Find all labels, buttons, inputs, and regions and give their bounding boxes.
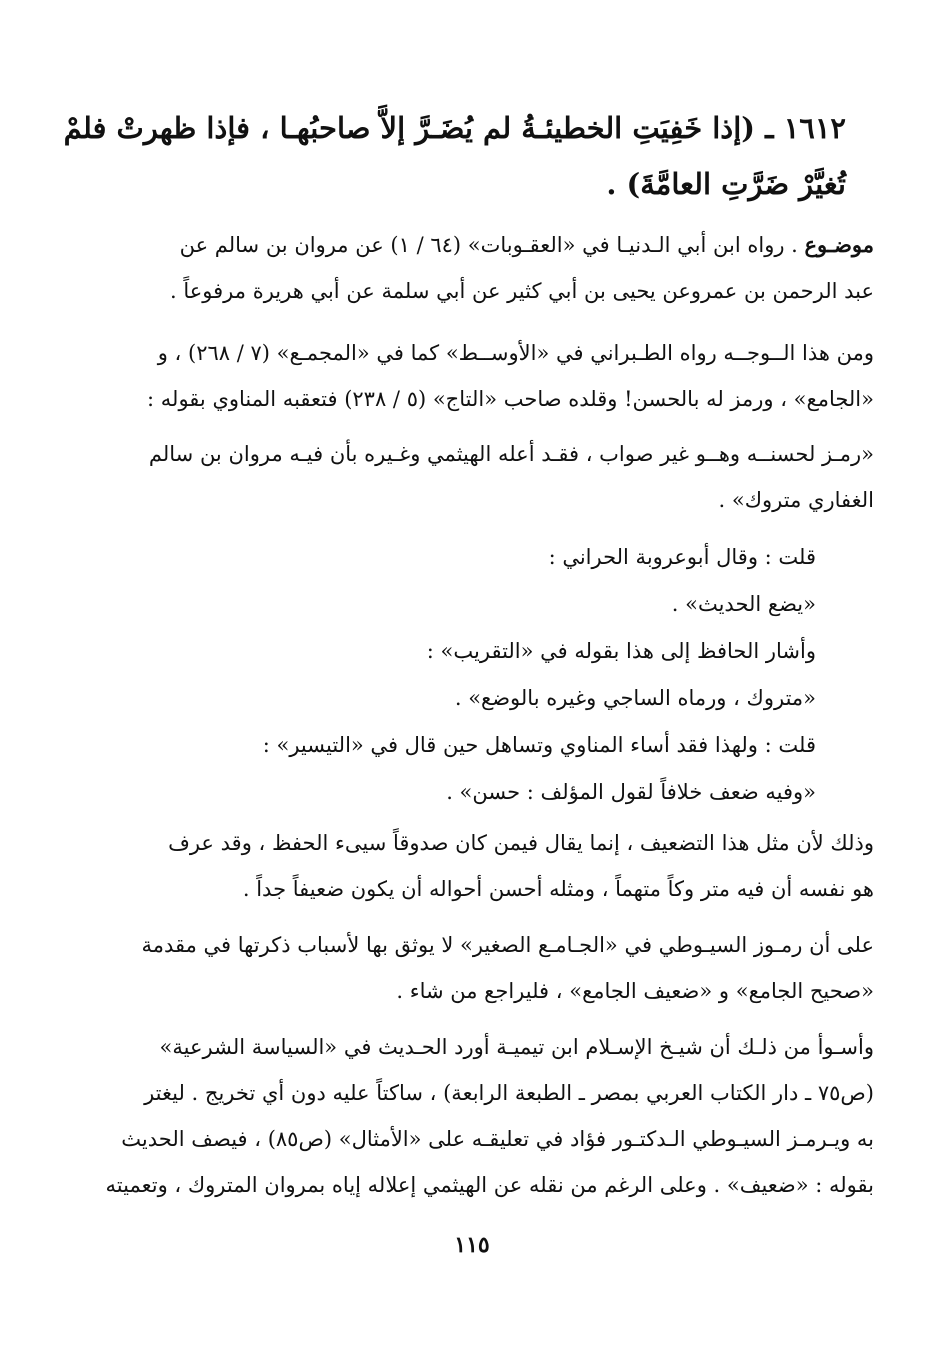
paragraph-line: عبد الرحمن بن عمروعن يحيى بن أبي كثير عن أبي سلمة عن أبي هريرة مرفوعاً . [170, 279, 874, 303]
paragraph-explanation [68, 820, 874, 912]
paragraph-grading [68, 222, 874, 314]
paragraph-line: على أن رمـوز السيـوطي في «الجـامـع الصغير» لا يوثق بها لأسباب ذكرتها في مقدمة [141, 933, 874, 957]
quote-line: وأشار الحافظ إلى هذا بقوله في «التقريب» : [426, 639, 816, 663]
paragraph-line: وأسـوأ من ذلـك أن شيـخ الإسـلام ابن تيميـة أورد الحـديث في «السياسة الشرعية» [159, 1035, 874, 1059]
paragraph-line: ومن هذا الــوجــه رواه الطـبراني في «الأوســط» كما في «المجمـع» (٧ / ٢٦٨) ، و [157, 341, 874, 365]
paragraph-line: الغفاري متروك» . [718, 488, 874, 512]
hadith-heading [63, 100, 846, 212]
paragraph-line: «رمـز لحسنــه وهــو غير صواب ، فقـد أعله الهيثمي وغـيره بأن فيـه مروان بن سالم [148, 442, 874, 466]
paragraph-line: «صحيح الجامع» و «ضعيف الجامع» ، فليراجع من شاء . [396, 979, 874, 1003]
paragraph-line [68, 222, 874, 268]
quote-line: قلت : ولهذا فقد أساء المناوي وتساهل حين قال في «التيسير» : [262, 733, 816, 757]
quote-line: «وفيه ضعف خلافاً لقول المؤلف : حسن» . [446, 780, 816, 804]
paragraph-suyuti [68, 922, 874, 1014]
paragraph-tabarani [68, 330, 874, 422]
indented-quotes [116, 534, 816, 816]
grading-label: موضـوع [804, 232, 874, 257]
paragraph-line: (ص٧٥ ـ دار الكتاب العربي بمصر ـ الطبعة الرابعة) ، ساكتاً عليه دون أي تخريج . ليغتر [144, 1081, 874, 1105]
hadith-heading-line: تُغيَّرْ ضَرَّتِ العامَّةَ) . [606, 167, 846, 201]
paragraph-line: هو نفسه أن فيه متر وكاً متهماً ، ومثله أحسن أحواله أن يكون ضعيفاً جداً . [242, 877, 874, 901]
page-number: ١١٥ [454, 1232, 490, 1258]
paragraph-line: «الجامع» ، ورمز له بالحسن! وقلده صاحب «التاج» (٥ / ٢٣٨) فتعقبه المناوي بقوله : [147, 387, 874, 411]
quote-line: «متروك ، ورماه الساجي وغيره بالوضع» . [454, 686, 816, 710]
paragraph-ibn-taymiyya [68, 1024, 874, 1208]
paragraph-line: وذلك لأن مثل هذا التضعيف ، إنما يقال فيمن كان صدوقاً سيىء الحفظ ، وقد عرف [168, 831, 874, 855]
quote-line: قلت : وقال أبوعروبة الحراني : [548, 545, 816, 569]
hadith-heading-line: ١٦١٢ ـ (إذا خَفِيَتِ الخطيئـةُ لم يُضَـرَّ إلاَّ صاحبُهـا ، فإذا ظهرتْ فلمْ [63, 111, 846, 145]
quote-line: «يضع الحديث» . [671, 592, 816, 616]
paragraph-text: . رواه ابن أبي الـدنيـا في «العقـوبات» (٦٤ / ١) عن مروان بن سالم عن [179, 233, 805, 257]
paragraph-line: به ويـرمـز السيـوطي الـدكتـور فؤاد في تعليقـه على «الأمثال» (ص٨٥) ، فيصف الحديث [121, 1127, 874, 1151]
paragraph-line: بقوله : «ضعيف» . وعلى الرغم من نقله عن الهيثمي إعلاله إياه بمروان المتروك ، وتعميته [105, 1173, 874, 1197]
paragraph-munawi-quote [68, 431, 874, 523]
